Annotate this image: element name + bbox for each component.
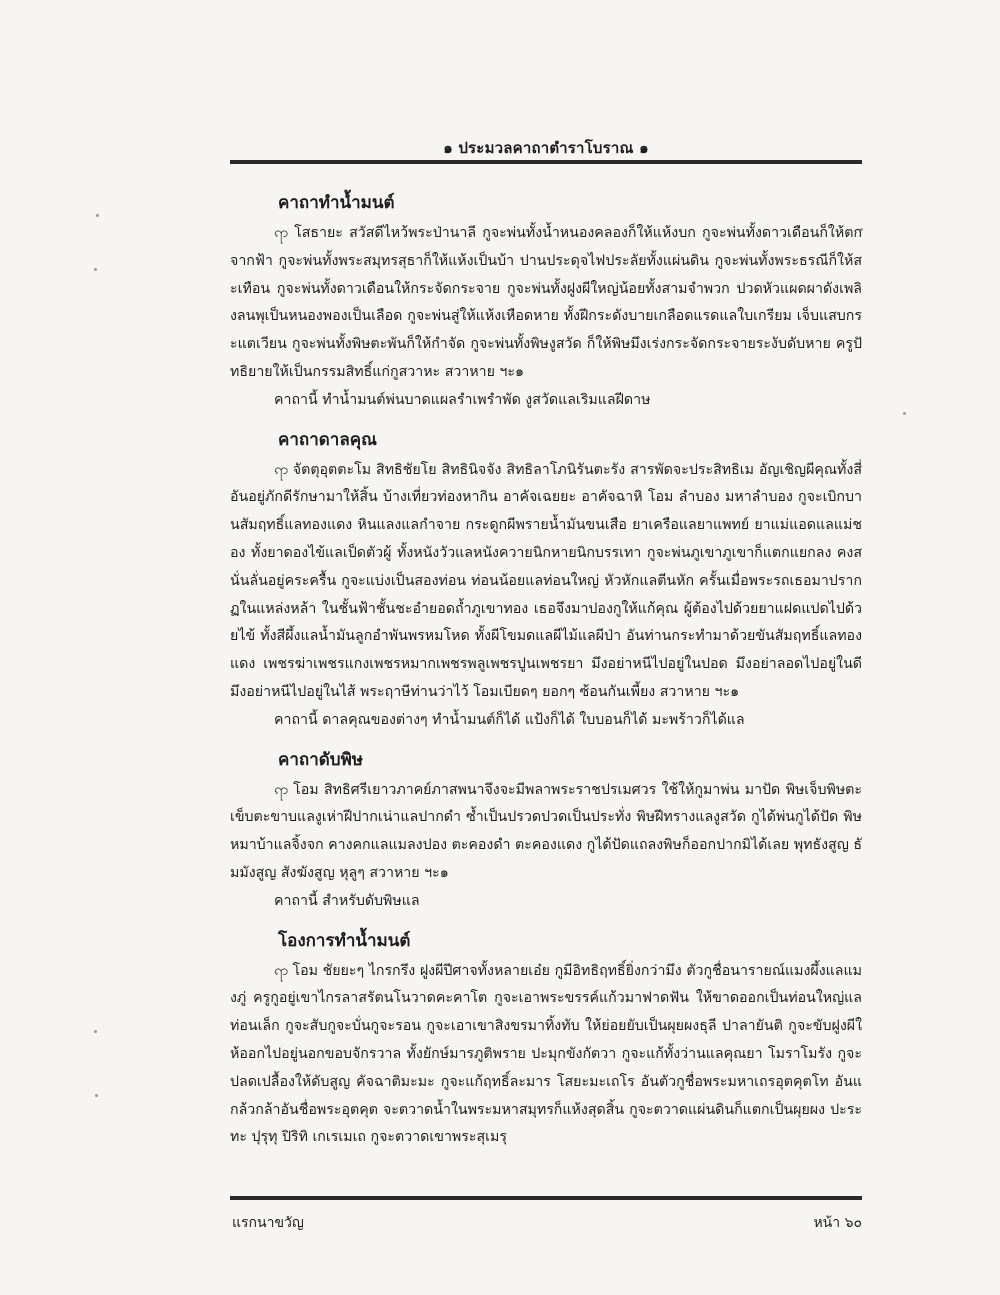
header-rule (230, 160, 862, 164)
section-body: ꧧ โอม ชัยยะๆ ไกรกรึง ฝูงผีปีศาจทั้งหลายเอ๋ย กูมีอิทธิฤทธิ์ยิ่งกว่ามึง ตัวกูชื่อนารายณ์แมงผึ้งแลแมงภู่ ครูกูอยู่เขาไกรลาสรัตนโนวาดคะคาโต กูจะเอาพระขรรค์แก้วมาฟาดฟัน ให้ขาดออกเป็นท่อนใหญ่แลท่อนเล็ก กูจะสับกูจะบั่นกูจะรอน กูจะเอาเขาสิงขรมาทิ้งทับ ให้ย่อยยับเป็นผุยผงธุลี ปาลายันติ กูจะขับฝูงผีให้ออกไปอยู่นอกขอบจักรวาล ทั้งยักษ์มารภูติพราย ปะมุกขังกัตวา กูจะแก้ทั้งว่านแลคุณยา โมราโมรัง กูจะปลดเปลื้องให้ดับสูญ คัจฉาติมะมะ กูจะแก้ฤทธิ์ละมาร โสยะมะเถโร อันตัวกูชื่อพระมหาเถรอุตคุตโท อันแกล้วกล้าอันชื่อพระอุตคุต จะตวาดน้ำในพระมหาสมุทรก็แห้งสุดสิ้น กูจะตวาดแผ่นดินก็แตกเป็นผุยผง ปะระทะ ปุรุทุ ปิริทิ เกเรเมเถ กูจะตวาดเขาพระสุเมรุ (230, 962, 862, 1146)
footer-rule (230, 1196, 862, 1200)
scan-speck (96, 214, 99, 217)
section-1 (230, 190, 862, 415)
section-body: ꧧ โอม สิทธิศรีเยาวภาคย์ภาสพนาจึงจะมีพลาพระราชปรเมศวร ใช้ให้กูมาพ่น มาปัด พิษเจ็บพิษตะเข็บตะขาบแลงูเห่าฝีปากเน่าแลปากดำ ซ้ำเป็นปรวดปวดเป็นประทั่ง พิษฝีทรางแลงูสวัด กูได้พ่นกูได้ปัด พิษหมาบ้าแลจิ้งจก คางคกแลแมลงปอง ตะคองดำ ตะคองแดง กูได้ปัดแถลงพิษก็ออกปากมิได้เลย พุทธังสูญ ธัมมังสูญ สังฆังสูญ หุลูๆ สวาหาย ฯะ๑ (230, 781, 862, 881)
section-title: คาถาทำน้ำมนต์ (278, 193, 395, 213)
scan-speck (94, 268, 97, 271)
section-4 (230, 928, 862, 1153)
section-2 (230, 427, 862, 735)
section-note: คาถานี้ ทำน้ำมนต์พ่นบาดแผลรำเพรำพัด งูสวัดแลเริมแลฝีดาษ (274, 391, 651, 408)
section-3 (230, 747, 862, 916)
scan-speck (94, 1030, 97, 1033)
running-header: ๑ ประมวลคาถาตำราโบราณ ๑ (443, 139, 649, 157)
section-body: ꧧ จัตตุอุตตะโม สิทธิชัยโย สิทธินิจจัง สิทธิลาโภนิรันตะรัง สารพัดจะประสิทธิเม อัญเชิญผีคุณทั้งสี่ อันอยู่ภักดีรักษามาให้สิ้น บ้างเที่ยวท่องหากิน อาคัจเฉยยะ อาคัจฉาหิ โอม ลำบอง มหาลำบอง กูจะเบิกบานสัมฤทธิ์แลทองแดง หินแลงแลกำจาย กระดูกผีพรายน้ำมันขนเสือ ยาเครือแลยาแพทย์ ยาแม่แอดแลแม่ชอง ทั้งยาดองไข้แลเป็ดตัวผู้ ทั้งหนังวัวแลหนังควายนิกหายนิกบรรเทา กูจะพ่นภูเขาภูเขาก็แตกแยกลง คงสนั่นลั่นอยู่คระครื้น กูจะแบ่งเป็นสองท่อน ท่อนน้อยแลท่อนใหญ่ หัวหักแลตีนหัก ครั้นเมื่อพระรถเธอมาปรากฏในแหล่งหล้า ในชั้นฟ้าชั้นชะอำยอดถ้ำภูเขาทอง เธอจึงมาปองกูให้แก้คุณ ผู้ต้องไปด้วยยาแฝดแปดไปด้วยไข้ ทั้งสีผึ้งแลน้ำมันลูกอำพันพรหมโหด ทั้งผีโขมดแลผีไม้แลผีป่า อันท่านกระทำมาด้วยขันสัมฤทธิ์แลทองแดง เพชรฆ่าเพชรแกงเพชรหมากเพชรพลูเพชรปูนเพชรยา มึงอย่าหนีไปอยู่ในปอด มึงอย่าลอดไปอยู่ในดี มึงอย่าหนีไปอยู่ในไส้ พระฤาษีท่านว่าไว้ โอมเบียดๆ ยอกๆ ซ้อนกันเพี้ยง สวาหาย ฯะ๑ (230, 461, 862, 700)
scan-speck (95, 1094, 98, 1097)
section-note: คาถานี้ สำหรับดับพิษแล (274, 892, 420, 909)
section-note: คาถานี้ ดาลคุณของต่างๆ ทำน้ำมนต์ก็ได้ แป้งก็ได้ ใบบอนก็ได้ มะพร้าวก็ได้แล (274, 711, 745, 728)
page-number: หน้า ๖๐ (813, 1215, 862, 1231)
section-title: โองการทำน้ำมนต์ (278, 930, 411, 951)
scan-speck (903, 412, 906, 415)
section-body: ꧧ โสธายะ สวัสดีไหว้พระป่านาลี กูจะพ่นทั้งน้ำหนองคลองก็ให้แห้งบก กูจะพ่นทั้งดาวเดือนก็ให้ตกจากฟ้า กูจะพ่นทั้งพระสมุทรสุธาก็ให้แห้งเป็นบ้า ปานประดุจไฟประลัยทั้งแผ่นดิน กูจะพ่นทั้งพระธรณีก็ให้สะเทือน กูจะพ่นทั้งดาวเดือนให้กระจัดกระจาย กูจะพ่นทั้งฝูงผีใหญ่น้อยทั้งสามจำพวก ปวดหัวแผดผาดังเพลิงลนพุเป็นหนองพองเป็นเลือด กูจะพ่นสู่ให้แห้งเหือดหาย ทั้งฝีกระดังบายเกลือดแรดแลใบเกรียม เจ็บแสบกระแตเวียน กูจะพ่นทั้งพิษตะพันก็ให้กำจัด กูจะพ่นทั้งพิษงูสวัด ก็ให้พิษมึงเร่งกระจัดกระจายระงับดับหาย ครูปัทธิยายให้เป็นกรรมสิทธิ์แก่กูสวาหะ สวาหาย ฯะ๑ (230, 225, 862, 380)
page-content (230, 190, 862, 1164)
section-title: คาถาดาลคุณ (278, 429, 377, 450)
footer-book-title: แรกนาขวัญ (232, 1215, 304, 1231)
section-title: คาถาดับพิษ (278, 749, 363, 770)
